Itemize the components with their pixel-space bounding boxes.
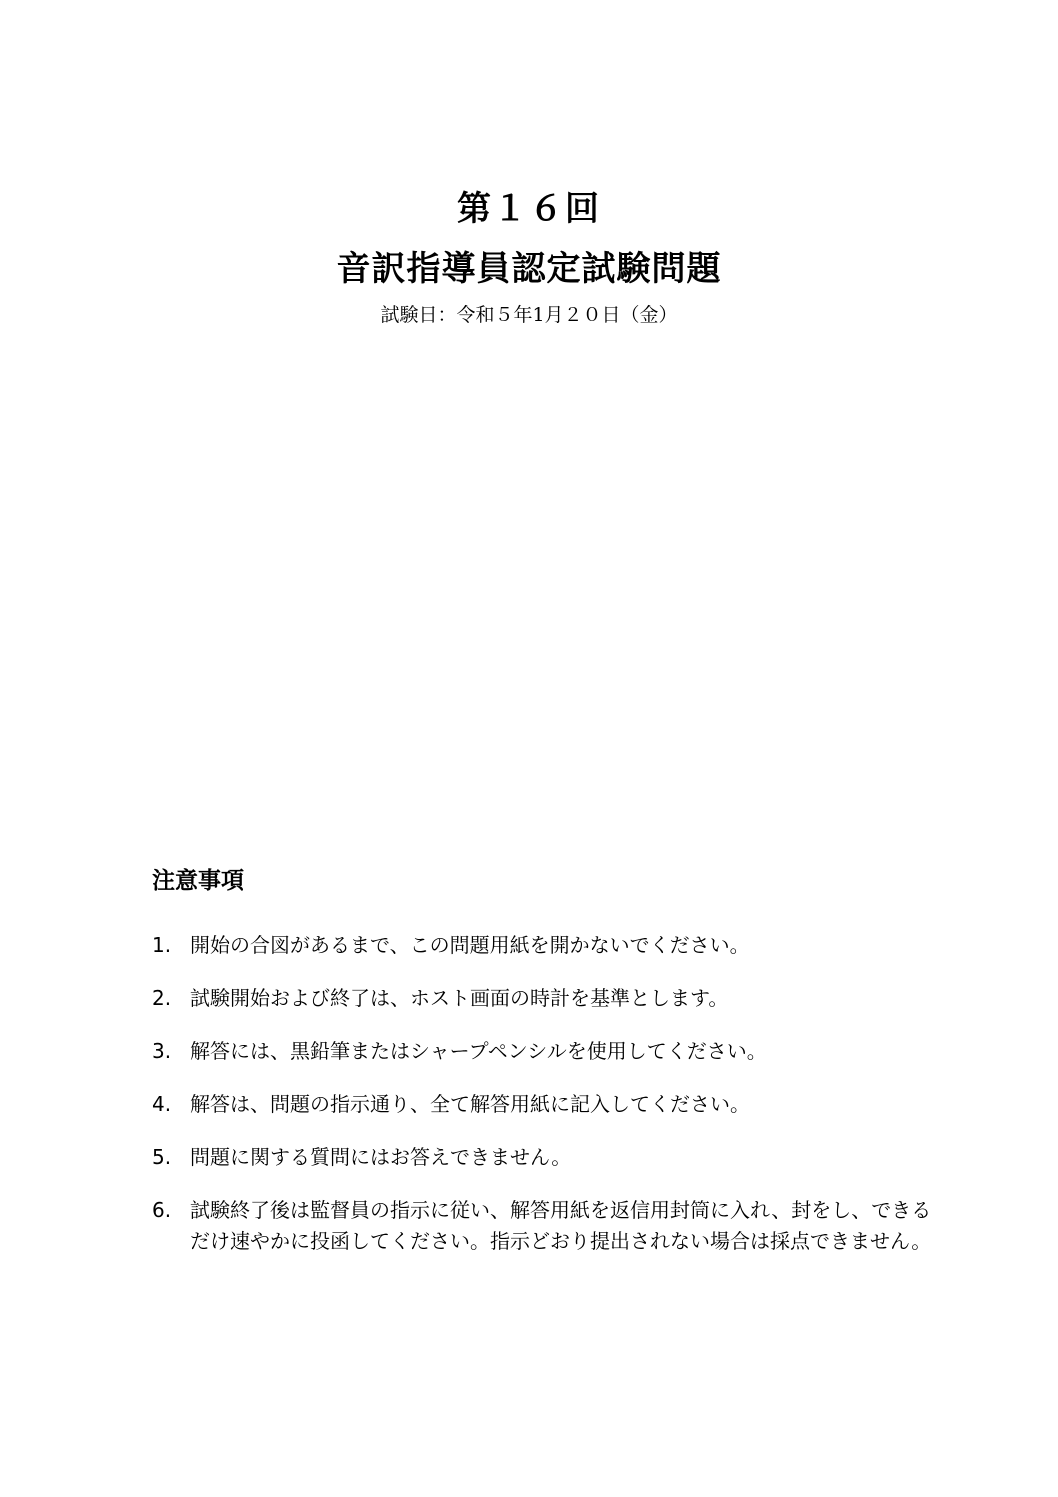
note-text: 解答は、問題の指示通り、全て解答用紙に記入してください。 [190,1092,750,1116]
note-item-5 [152,1142,932,1172]
note-number: 1. [152,933,172,957]
note-text: 開始の合図があるまで、この問題用紙を開かないでください。 [190,933,750,957]
notes-list [152,930,932,1280]
exam-date: 試験日：令和５年1月２０日（金） [380,304,678,326]
note-number: 4. [152,1092,172,1116]
note-number: 2. [152,986,172,1010]
note-item-6 [152,1195,932,1257]
exam-title: 音訳指導員認定試験問題 [336,249,722,289]
note-number: 5. [152,1145,172,1169]
note-text: 解答には、黒鉛筆またはシャープペンシルを使用してください。 [190,1039,767,1063]
note-number: 6. [152,1198,172,1222]
exam-round-title: 第１６回 [457,189,601,229]
note-item-4 [152,1089,932,1119]
note-item-3 [152,1036,932,1066]
note-item-1 [152,930,932,960]
note-number: 3. [152,1039,172,1063]
note-item-2 [152,983,932,1013]
note-text: 試験終了後は監督員の指示に従い、解答用紙を返信用封筒に入れ、封をし、できるだけ速やかに投函してください。指示どおり提出されない場合は採点できません。 [190,1198,932,1253]
note-text: 試験開始および終了は、ホスト画面の時計を基準とします。 [190,986,729,1010]
notes-heading: 注意事項 [152,868,244,894]
note-text: 問題に関する質問にはお答えできません。 [190,1145,572,1169]
